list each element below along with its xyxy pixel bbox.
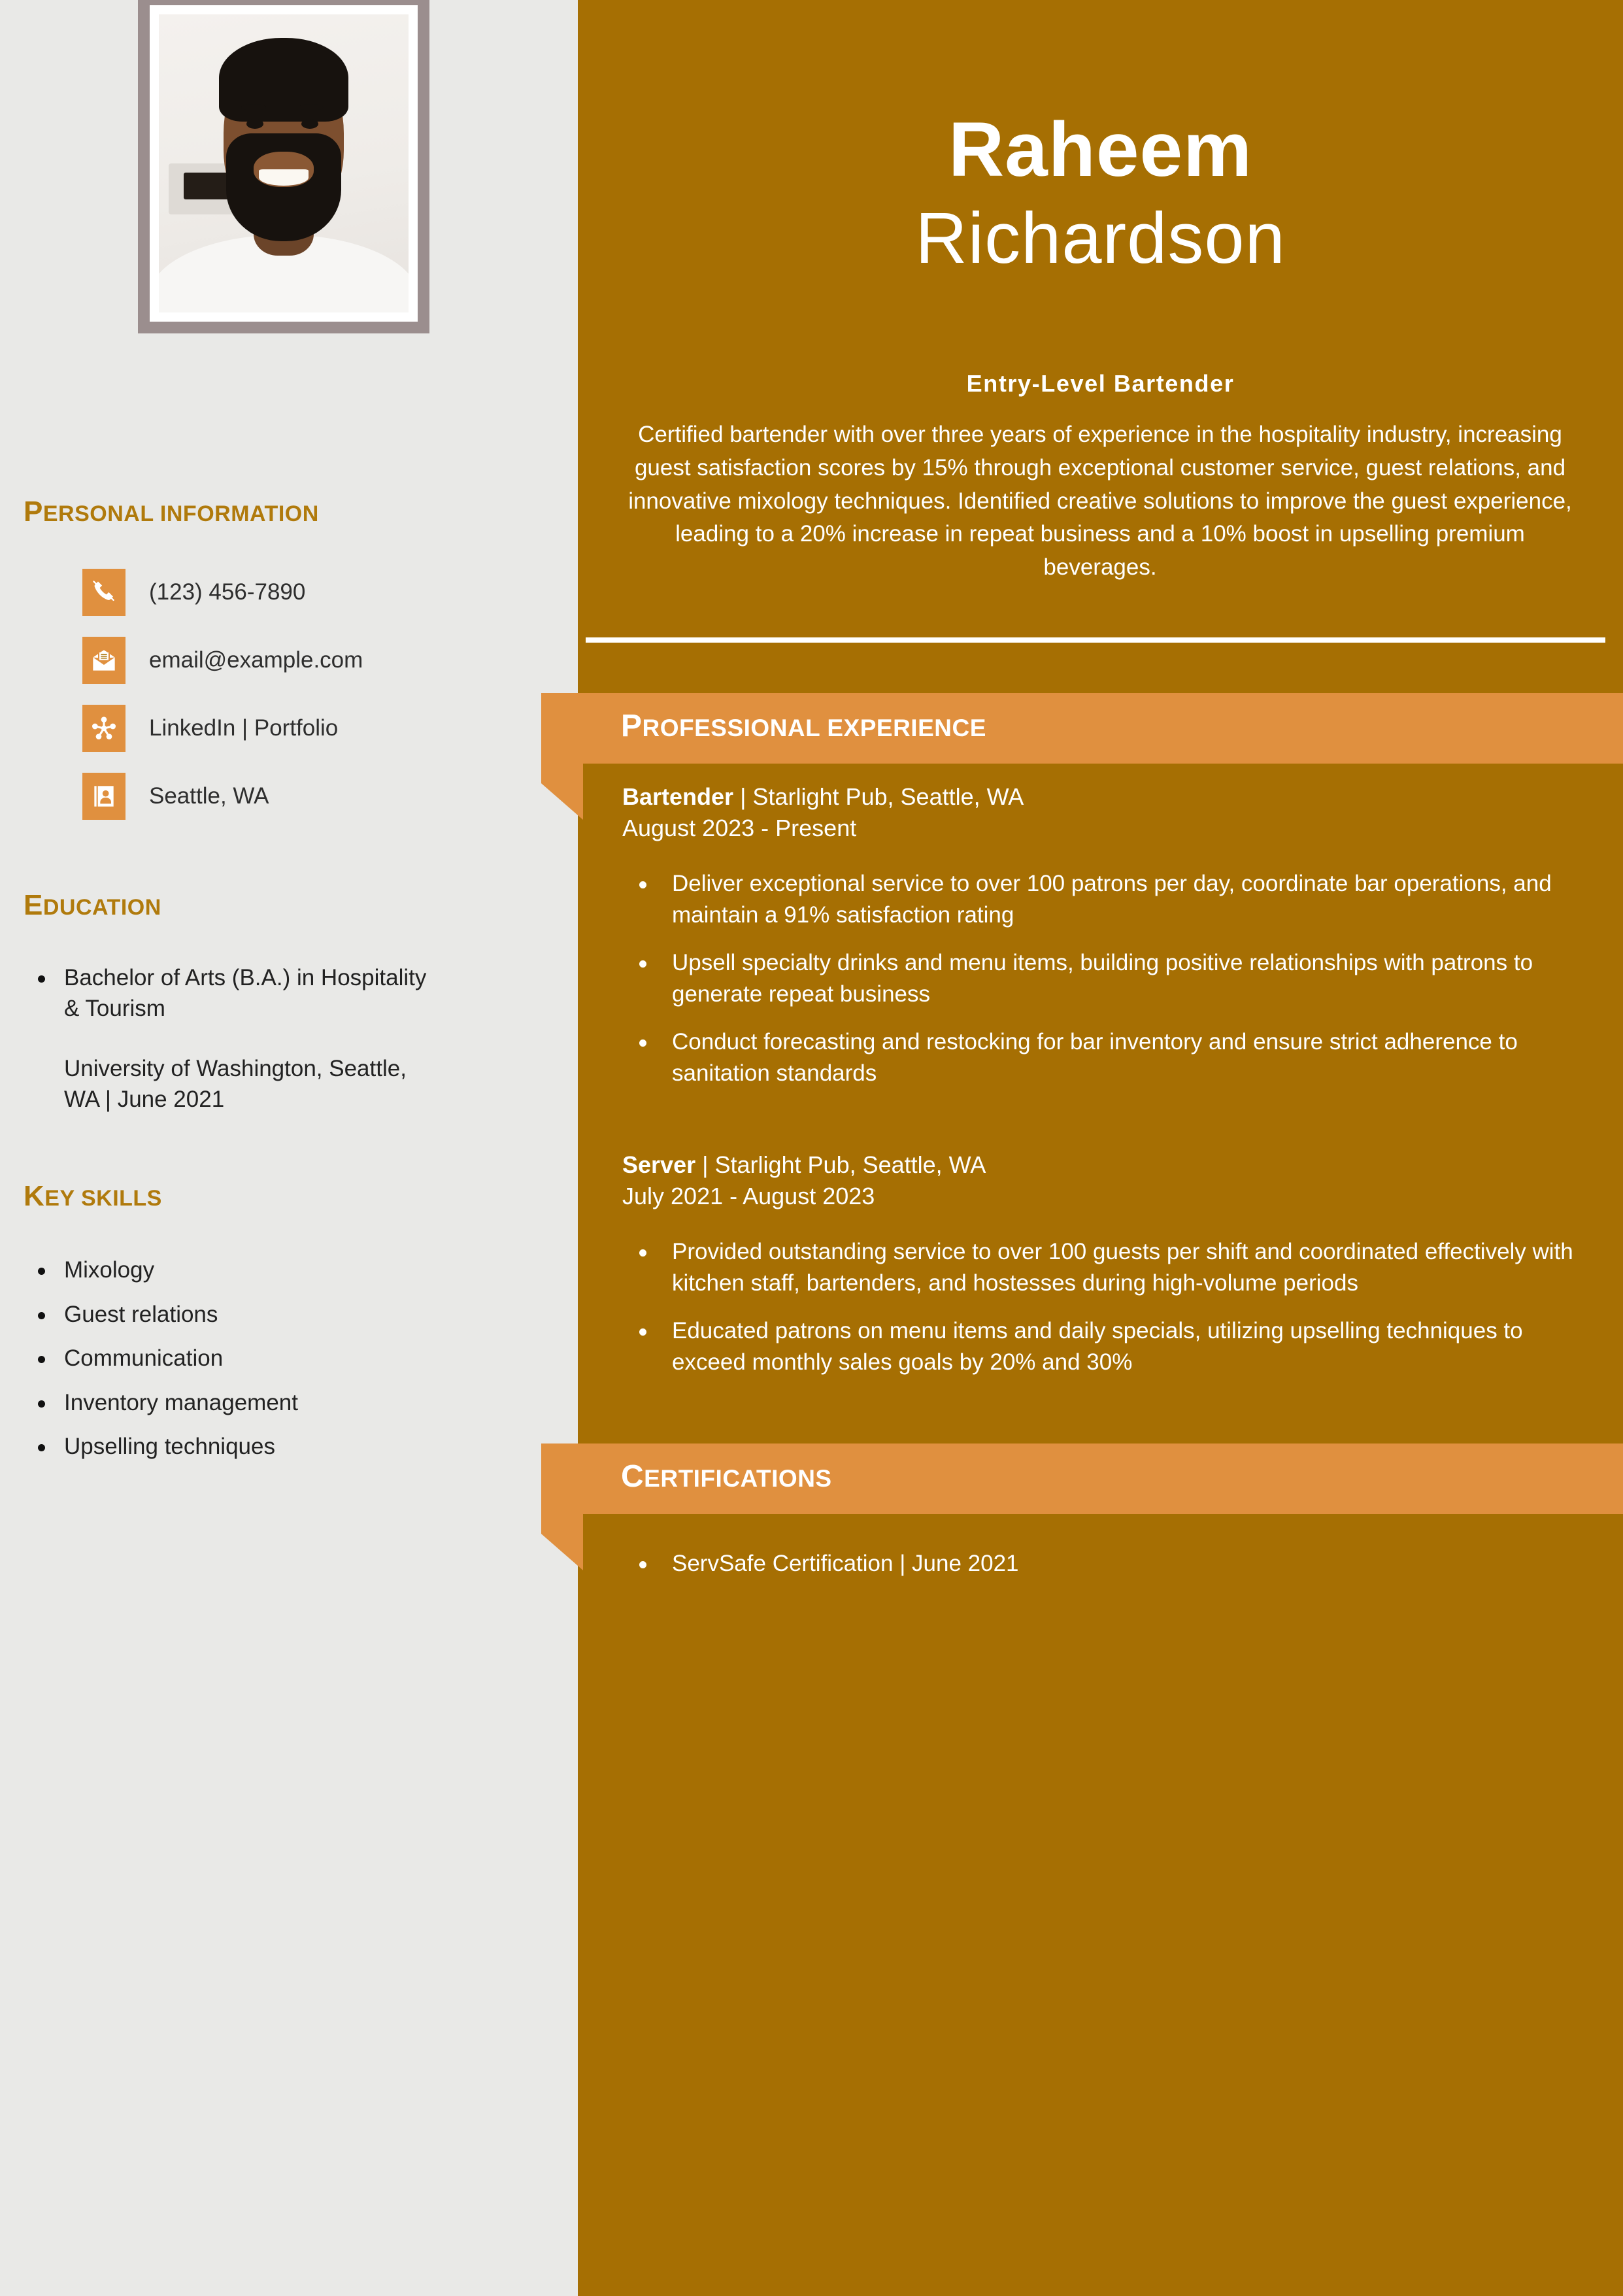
heading-rest: DUCATION — [42, 895, 161, 920]
contact-phone[interactable] — [82, 569, 305, 616]
section-heading-certifications — [621, 1459, 832, 1494]
candidate-name — [578, 107, 1623, 280]
section-heading-professional-experience — [621, 708, 986, 744]
main-column-background — [578, 0, 1623, 2296]
avatar-mat — [150, 5, 418, 322]
education-degree: Bachelor of Arts (B.A.) in Hospitality & Tourism — [24, 963, 429, 1024]
contact-phone-text: (123) 456-7890 — [149, 579, 306, 605]
avatar-frame — [138, 0, 429, 333]
contact-email-text: email@example.com — [149, 647, 363, 673]
job-header — [622, 781, 1583, 813]
education-school: University of Washington, Seattle, WA | June 2021 — [64, 1056, 407, 1112]
job-bullets — [622, 868, 1583, 1089]
contact-location[interactable] — [82, 773, 269, 820]
experience-entry-bartender — [622, 781, 1583, 1106]
professional-summary: Certified bartender with over three years of experience in the hospitality industry, increasing guest satisfaction scores by 15% through exceptional customer service, guest relations, and innovative mixology techniques. Identified creative solutions to improve the guest experience, leading to a 20% increase in repeat business and a 10% boost in upselling premium beverages. — [628, 422, 1572, 580]
list-item: Mixology — [24, 1255, 481, 1286]
page-title: Entry-Level Bartender — [966, 370, 1235, 397]
education-spacer — [24, 1024, 429, 1054]
list-item: Deliver exceptional service to over 100 patrons per day, coordinate bar operations, and maintain a 91% satisfaction rating — [622, 868, 1583, 930]
heading-initial: P — [24, 496, 43, 528]
envelope-icon — [82, 637, 125, 684]
list-item: Inventory management — [24, 1388, 481, 1419]
list-item: Conduct forecasting and restocking for bar inventory and ensure strict adherence to sanitation standards — [622, 1026, 1583, 1089]
contact-links-text: LinkedIn | Portfolio — [149, 715, 339, 741]
list-item: Upselling techniques — [24, 1432, 481, 1462]
sidebar — [0, 0, 578, 2296]
header-divider — [586, 637, 1605, 643]
heading-rest: EY SKILLS — [44, 1186, 162, 1211]
certifications-list — [622, 1548, 1583, 1579]
contact-location-text: Seattle, WA — [149, 783, 269, 809]
section-heading-personal-information — [24, 496, 319, 528]
experience-entry-server — [622, 1149, 1583, 1394]
job-company: | Starlight Pub, Seattle, WA — [695, 1151, 986, 1178]
list-item: Educated patrons on menu items and daily specials, utilizing upselling techniques to exceed monthly sales goals by 20% and 30% — [622, 1315, 1583, 1377]
key-skills-list — [24, 1255, 481, 1462]
list-item: Upsell specialty drinks and menu items, building positive relationships with patrons to generate repeat business — [622, 947, 1583, 1009]
job-dates: July 2021 - August 2023 — [622, 1182, 875, 1209]
list-item: ServSafe Certification | June 2021 — [622, 1548, 1583, 1579]
network-icon — [82, 705, 125, 752]
job-bullets — [622, 1236, 1583, 1377]
last-name: Richardson — [915, 198, 1286, 279]
heading-rest: ROFESSIONAL EXPERIENCE — [642, 715, 986, 741]
contact-email[interactable] — [82, 637, 363, 684]
job-role: Bartender — [622, 783, 734, 810]
section-heading-key-skills — [24, 1180, 162, 1213]
heading-initial: K — [24, 1180, 45, 1212]
job-header — [622, 1149, 1583, 1181]
heading-initial: C — [621, 1459, 644, 1494]
list-item: Guest relations — [24, 1300, 481, 1330]
heading-initial: E — [24, 889, 43, 921]
heading-rest: ERSONAL INFORMATION — [42, 501, 319, 526]
heading-initial: P — [621, 709, 643, 743]
job-dates: August 2023 - Present — [622, 814, 857, 841]
job-role: Server — [622, 1151, 696, 1178]
section-heading-education — [24, 889, 161, 922]
contact-card-icon — [82, 773, 125, 820]
contact-links[interactable] — [82, 705, 338, 752]
list-item: Communication — [24, 1343, 481, 1374]
first-name: Raheem — [948, 107, 1253, 193]
list-item: Provided outstanding service to over 100 guests per shift and coordinated effectively with kitchen staff, bartenders, and hostesses during high-volume periods — [622, 1236, 1583, 1298]
phone-icon — [82, 569, 125, 616]
education-list — [24, 963, 429, 1115]
job-company: | Starlight Pub, Seattle, WA — [733, 783, 1024, 810]
heading-rest: ERTIFICATIONS — [644, 1465, 832, 1492]
avatar — [159, 14, 409, 312]
